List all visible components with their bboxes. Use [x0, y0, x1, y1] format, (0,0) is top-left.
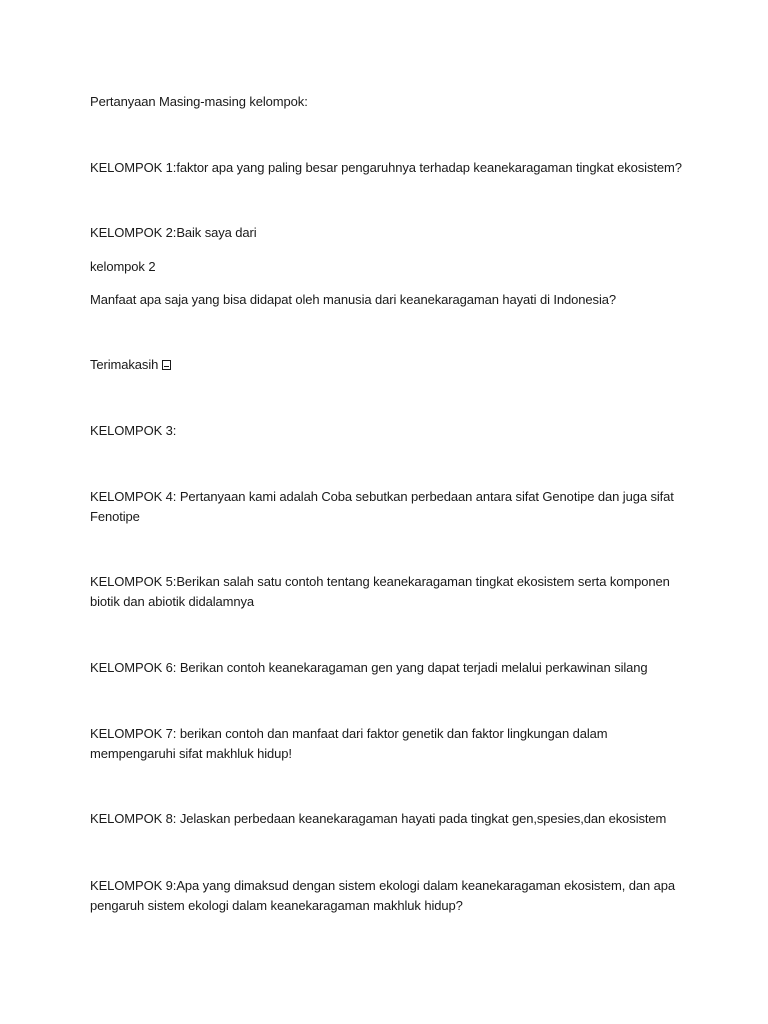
question-kelompok-2: Manfaat apa saja yang bisa didapat oleh manusia dari keanekaragaman hayati di Indonesia? [90, 292, 617, 307]
question-kelompok-5: KELOMPOK 5:Berikan salah satu contoh tentang keanekaragaman tingkat ekosistem serta komponen biotik dan abiotik didalamnya [90, 574, 670, 609]
question-kelompok-3: KELOMPOK 3: [90, 423, 177, 438]
thanks-text: Terimakasih [90, 357, 159, 372]
question-kelompok-9: KELOMPOK 9:Apa yang dimaksud dengan sistem ekologi dalam keanekaragaman ekosistem, dan apa pengaruh sistem ekologi dalam keanekaragaman makhluk hidup? [90, 878, 676, 913]
question-kelompok-6: KELOMPOK 6: Berikan contoh keanekaragaman gen yang dapat terjadi melalui perkawinan silang [90, 660, 648, 675]
smiley-icon [162, 360, 171, 370]
question-kelompok-1: KELOMPOK 1:faktor apa yang paling besar pengaruhnya terhadap keanekaragaman tingkat ekosistem? [90, 160, 682, 175]
question-kelompok-4: KELOMPOK 4: Pertanyaan kami adalah Coba sebutkan perbedaan antara sifat Genotipe dan juga sifat Fenotipe [90, 489, 674, 524]
question-kelompok-8: KELOMPOK 8: Jelaskan perbedaan keanekaragaman hayati pada tingkat gen,spesies,dan ekosistem [90, 811, 667, 826]
document-heading: Pertanyaan Masing-masing kelompok: [90, 94, 308, 109]
question-kelompok-2-intro: KELOMPOK 2:Baik saya dari [90, 225, 257, 240]
thanks-line [90, 355, 690, 375]
question-kelompok-7: KELOMPOK 7: berikan contoh dan manfaat dari faktor genetik dan faktor lingkungan dalam mempengaruhi sifat makhluk hidup! [90, 726, 608, 761]
question-kelompok-2-group: kelompok 2 [90, 259, 156, 274]
